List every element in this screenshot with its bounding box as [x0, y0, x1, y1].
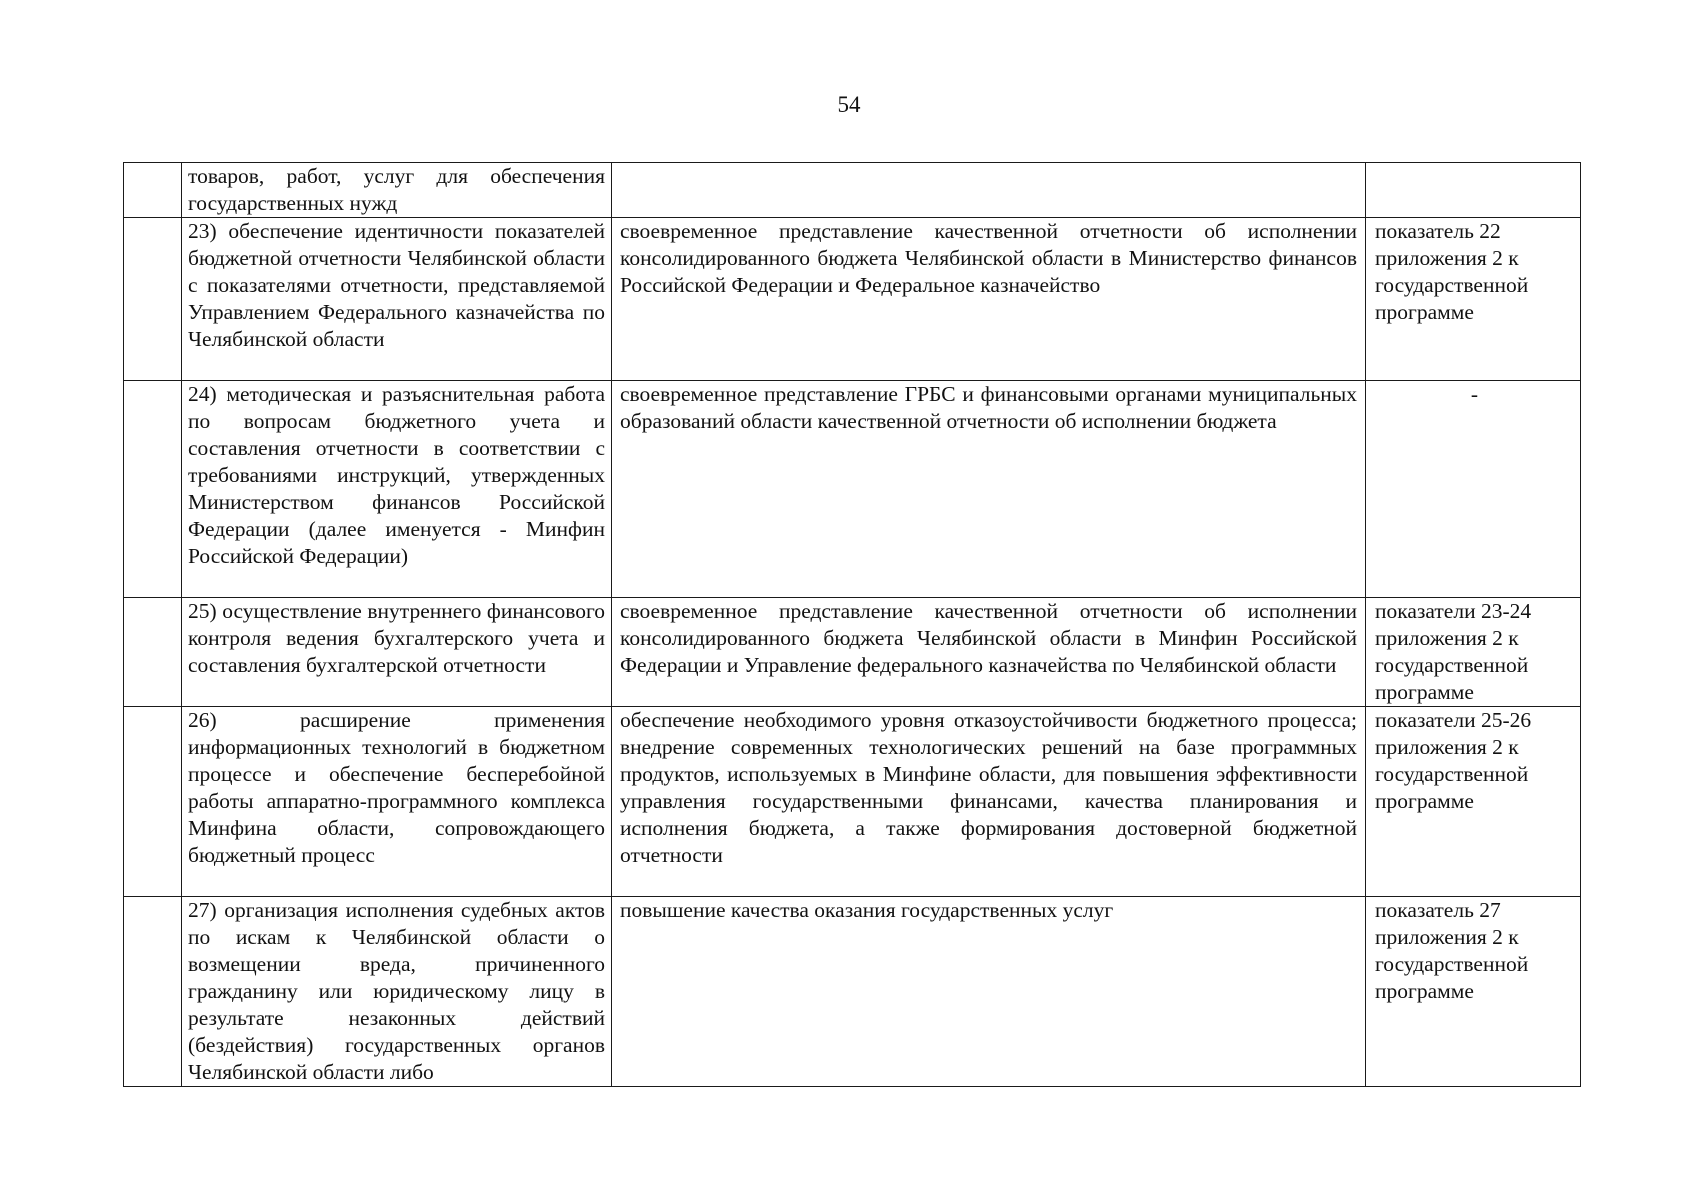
indicator-cell: показатель 22 приложения 2 к государственной программе [1366, 218, 1581, 381]
measure-cell: товаров, работ, услуг для обеспечения государственных нужд [182, 163, 612, 218]
expected-result-cell: повышение качества оказания государственных услуг [612, 897, 1366, 1087]
indicator-cell [1366, 163, 1581, 218]
indicator-cell: - [1366, 381, 1581, 598]
row-number-cell [124, 897, 182, 1087]
indicator-cell: показатель 27 приложения 2 к государственной программе [1366, 897, 1581, 1087]
table-row [124, 897, 1581, 1087]
table-row [124, 707, 1581, 897]
measure-cell: 25) осуществление внутреннего финансового контроля ведения бухгалтерского учета и составления бухгалтерской отчетности [182, 598, 612, 707]
row-number-cell [124, 163, 182, 218]
table-row [124, 598, 1581, 707]
expected-result-cell: своевременное представление качественной отчетности об исполнении консолидированного бюджета Челябинской области в Минфин Российской Федерации и Управление федерального казначейства по Челябинской области [612, 598, 1366, 707]
expected-result-cell [612, 163, 1366, 218]
measure-cell: 27) организация исполнения судебных актов по искам к Челябинской области о возмещении вреда, причиненного гражданину или юридическому лицу в результате незаконных действий (бездействия) государственных органов Челябинской области либо [182, 897, 612, 1087]
table-row [124, 381, 1581, 598]
measure-cell: 23) обеспечение идентичности показателей бюджетной отчетности Челябинской области с показателями отчетности, представляемой Управлением Федерального казначейства по Челябинской области [182, 218, 612, 381]
table-row [124, 218, 1581, 381]
expected-result-cell: своевременное представление ГРБС и финансовыми органами муниципальных образований области качественной отчетности об исполнении бюджета [612, 381, 1366, 598]
indicator-cell: показатели 23-24 приложения 2 к государственной программе [1366, 598, 1581, 707]
indicator-cell: показатели 25-26 приложения 2 к государственной программе [1366, 707, 1581, 897]
row-number-cell [124, 707, 182, 897]
table-row [124, 163, 1581, 218]
row-number-cell [124, 381, 182, 598]
expected-result-cell: обеспечение необходимого уровня отказоустойчивости бюджетного процесса; внедрение современных технологических решений на базе программных продуктов, используемых в Минфине области, для повышения эффективности управления государственными финансами, качества планирования и исполнения бюджета, а также формирования достоверной бюджетной отчетности [612, 707, 1366, 897]
row-number-cell [124, 598, 182, 707]
row-number-cell [124, 218, 182, 381]
measure-cell: 24) методическая и разъяснительная работа по вопросам бюджетного учета и составления отчетности в соответствии с требованиями инструкций, утвержденных Министерством финансов Российской Федерации (далее именуется - Минфин Российской Федерации) [182, 381, 612, 598]
program-measures-table [123, 162, 1581, 1087]
measure-cell: 26) расширение применения информационных технологий в бюджетном процессе и обеспечение бесперебойной работы аппаратно-программного комплекса Минфина области, сопровождающего бюджетный процесс [182, 707, 612, 897]
expected-result-cell: своевременное представление качественной отчетности об исполнении консолидированного бюджета Челябинской области в Министерство финансов Российской Федерации и Федеральное казначейство [612, 218, 1366, 381]
page-number: 54 [837, 92, 861, 117]
